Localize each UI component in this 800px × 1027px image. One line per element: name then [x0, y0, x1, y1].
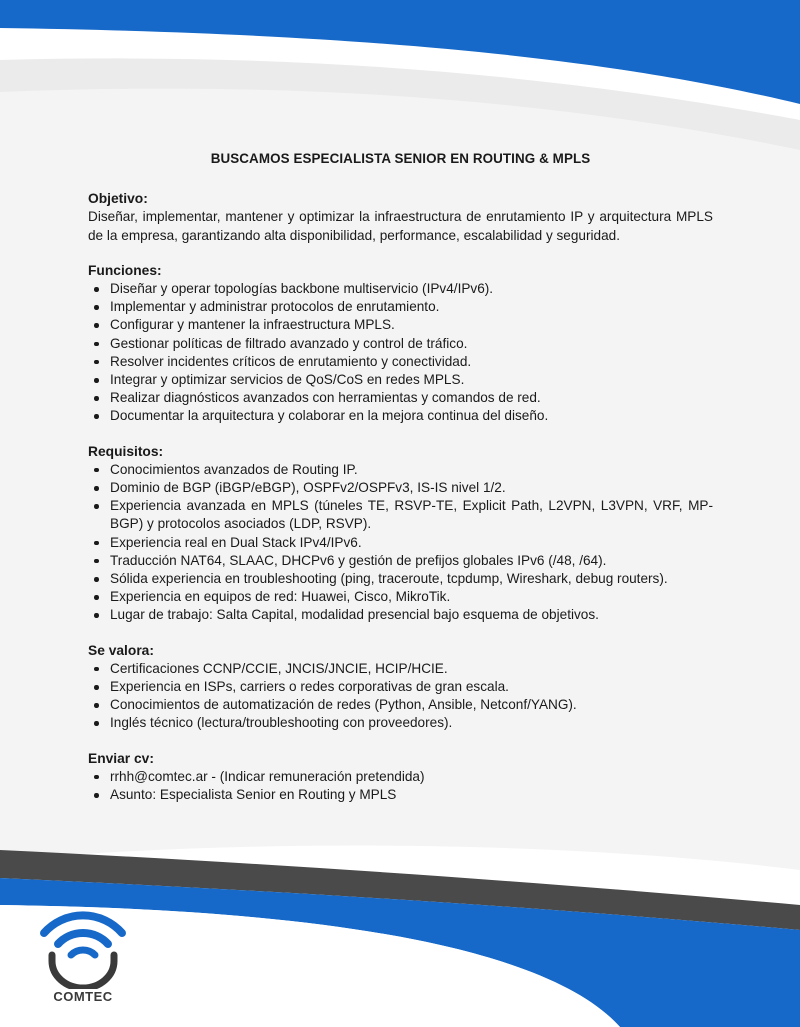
enviar-cv-list: [88, 768, 713, 804]
objetivo-text: Diseñar, implementar, mantener y optimizar la infraestructura de enrutamiento IP y arquitectura MPLS de la empresa, garantizando alta disponibilidad, performance, escalabilidad y seguridad.: [88, 209, 713, 243]
list-item: Experiencia real en Dual Stack IPv4/IPv6.: [88, 534, 713, 552]
list-item: Certificaciones CCNP/CCIE, JNCIS/JNCIE, HCIP/HCIE.: [88, 660, 713, 678]
job-posting: [88, 150, 713, 821]
enviar-cv-heading: Enviar cv:: [88, 750, 154, 766]
list-item: Realizar diagnósticos avanzados con herramientas y comandos de red.: [88, 389, 713, 407]
list-item: Dominio de BGP (iBGP/eBGP), OSPFv2/OSPFv3, IS-IS nivel 1/2.: [88, 479, 713, 497]
list-item: Implementar y administrar protocolos de enrutamiento.: [88, 298, 713, 316]
list-item: Experiencia en ISPs, carriers o redes corporativas de gran escala.: [88, 678, 713, 696]
se-valora-list: [88, 660, 713, 733]
section-objetivo: [88, 190, 713, 245]
contact-email[interactable]: rrhh@comtec.ar - (Indicar remuneración pretendida): [88, 768, 713, 786]
list-item: Inglés técnico (lectura/troubleshooting con proveedores).: [88, 714, 713, 732]
list-item: Sólida experiencia en troubleshooting (ping, traceroute, tcpdump, Wireshark, debug routers).: [88, 570, 713, 588]
funciones-heading: Funciones:: [88, 262, 162, 278]
list-item: Configurar y mantener la infraestructura MPLS.: [88, 316, 713, 334]
comtec-logo: [38, 905, 128, 1015]
requisitos-list: [88, 461, 713, 625]
list-item: Lugar de trabajo: Salta Capital, modalidad presencial bajo esquema de objetivos.: [88, 606, 713, 624]
list-item: Resolver incidentes críticos de enrutamiento y conectividad.: [88, 353, 713, 371]
list-item: Gestionar políticas de filtrado avanzado y control de tráfico.: [88, 335, 713, 353]
funciones-list: [88, 280, 713, 426]
section-se-valora: [88, 642, 713, 733]
wifi-icon: [38, 905, 128, 989]
section-requisitos: [88, 443, 713, 625]
list-item: Conocimientos de automatización de redes (Python, Ansible, Netconf/YANG).: [88, 696, 713, 714]
se-valora-heading: Se valora:: [88, 642, 154, 658]
list-item: Experiencia avanzada en MPLS (túneles TE, RSVP-TE, Explicit Path, L2VPN, L3VPN, VRF, MP-BGP) y protocolos asociados (LDP, RSVP).: [88, 497, 713, 533]
section-enviar-cv: [88, 750, 713, 805]
list-item: Documentar la arquitectura y colaborar en la mejora continua del diseño.: [88, 407, 713, 425]
section-funciones: [88, 262, 713, 426]
list-item: Integrar y optimizar servicios de QoS/CoS en redes MPLS.: [88, 371, 713, 389]
list-item: Experiencia en equipos de red: Huawei, Cisco, MikroTik.: [88, 588, 713, 606]
list-item: Conocimientos avanzados de Routing IP.: [88, 461, 713, 479]
page-title: BUSCAMOS ESPECIALISTA SENIOR EN ROUTING & MPLS: [210, 151, 591, 166]
requisitos-heading: Requisitos:: [88, 443, 164, 459]
list-item: Asunto: Especialista Senior en Routing y MPLS: [88, 786, 713, 804]
objetivo-heading: Objetivo:: [88, 191, 148, 207]
logo-wordmark: COMTEC: [53, 989, 113, 1004]
list-item: Traducción NAT64, SLAAC, DHCPv6 y gestión de prefijos globales IPv6 (/48, /64).: [88, 552, 713, 570]
list-item: Diseñar y operar topologías backbone multiservicio (IPv4/IPv6).: [88, 280, 713, 298]
